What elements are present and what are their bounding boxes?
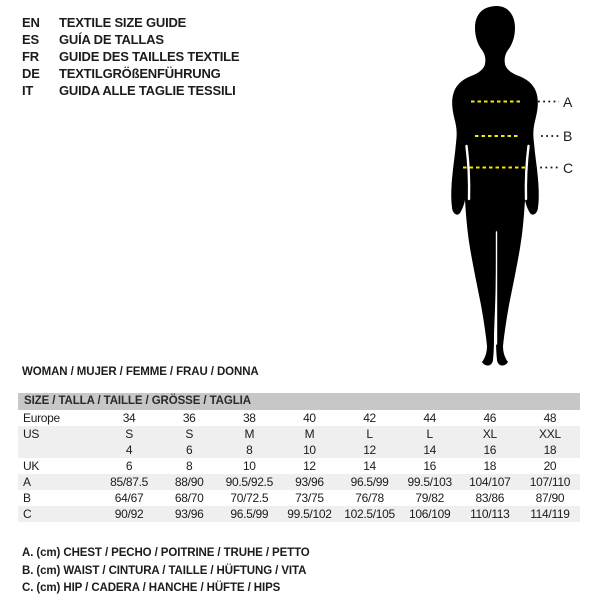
- table-cell: 99.5/102: [287, 507, 332, 521]
- table-cell: 14: [423, 443, 437, 457]
- table-cell: XXL: [539, 427, 561, 441]
- table-cell: S: [125, 427, 133, 441]
- table-row-hip-c: [18, 506, 580, 522]
- table-row-waist-b: [18, 490, 580, 506]
- section-title-woman: WOMAN / MUJER / FEMME / FRAU / DONNA: [22, 366, 259, 378]
- table-cell: XL: [482, 427, 497, 441]
- row-label: C: [23, 507, 32, 521]
- table-row-us-numeric: [18, 442, 580, 458]
- table-cell: 110/113: [470, 507, 510, 521]
- table-cell: 102.5/105: [344, 507, 395, 521]
- lang-title: TEXTILGRÖßENFÜHRUNG: [59, 66, 221, 81]
- lang-code: ES: [22, 32, 39, 47]
- table-cell: 96.5/99: [350, 475, 389, 489]
- size-table-header: SIZE / TALLA / TAILLE / GRÖSSE / TAGLIA: [18, 393, 580, 410]
- table-cell: 10: [303, 443, 316, 457]
- table-cell: 18: [483, 459, 497, 473]
- table-cell: 106/109: [409, 507, 451, 521]
- table-row-europe: [18, 410, 580, 426]
- lang-code: IT: [22, 83, 34, 98]
- table-cell: 114/119: [530, 507, 570, 521]
- table-cell: 85/87.5: [110, 475, 149, 489]
- lang-title: GUÍA DE TALLAS: [59, 32, 164, 47]
- row-label: B: [23, 491, 31, 505]
- table-cell: 12: [363, 443, 376, 457]
- lang-code: EN: [22, 15, 40, 30]
- table-cell: 79/82: [415, 491, 444, 505]
- row-label: Europe: [23, 411, 60, 425]
- table-cell: 16: [483, 443, 497, 457]
- legend-waist: B. (cm) WAIST / CINTURA / TAILLE / HÜFTUNG / VITA: [22, 564, 307, 577]
- woman-silhouette-svg: [440, 0, 600, 380]
- table-row-uk: [18, 458, 580, 474]
- table-cell: 20: [543, 459, 557, 473]
- measurement-figure: [440, 0, 600, 380]
- row-label: UK: [23, 459, 40, 473]
- table-cell: 4: [125, 443, 133, 457]
- table-cell: 6: [186, 443, 193, 457]
- table-cell: 107/110: [529, 475, 571, 489]
- row-label: A: [23, 475, 31, 489]
- table-cell: 70/72.5: [230, 491, 269, 505]
- table-cell: 10: [242, 459, 256, 473]
- table-cell: 6: [125, 459, 133, 473]
- lang-title: TEXTILE SIZE GUIDE: [59, 15, 187, 30]
- table-cell: 76/78: [355, 491, 384, 505]
- table-cell: 8: [246, 443, 253, 457]
- table-cell: 88/90: [174, 475, 204, 489]
- table-cell: L: [366, 427, 373, 441]
- lang-row-fr: [22, 48, 239, 65]
- table-cell: 12: [303, 459, 316, 473]
- table-row-chest-a: [18, 474, 580, 490]
- lang-row-en: [22, 14, 239, 31]
- size-table: [18, 393, 580, 522]
- table-cell: 68/70: [174, 491, 204, 505]
- lang-row-de: [22, 65, 239, 82]
- lang-code: FR: [22, 49, 39, 64]
- lang-title: GUIDE DES TAILLES TEXTILE: [59, 49, 240, 64]
- legend-chest: A. (cm) CHEST / PECHO / POITRINE / TRUHE / PETTO: [22, 547, 310, 559]
- table-cell: 87/90: [535, 491, 565, 505]
- table-cell: M: [244, 427, 255, 441]
- table-cell: M: [304, 427, 315, 441]
- table-cell: 44: [423, 411, 437, 425]
- table-cell: 8: [186, 459, 193, 473]
- lang-row-es: [22, 31, 239, 48]
- table-cell: 36: [182, 411, 196, 425]
- table-cell: S: [185, 427, 194, 441]
- legend-hip: C. (cm) HIP / CADERA / HANCHE / HÜFTE / HIPS: [22, 582, 281, 594]
- table-row-us-letter: [18, 426, 580, 442]
- lang-title: GUIDA ALLE TAGLIE TESSILI: [59, 83, 236, 98]
- measurement-legend: [22, 545, 310, 598]
- table-cell: 64/67: [114, 491, 144, 505]
- figure-label-a: A: [563, 94, 573, 110]
- table-cell: 16: [423, 459, 437, 473]
- figure-label-c: C: [563, 160, 574, 176]
- table-cell: 104/107: [469, 475, 511, 489]
- table-cell: 93/96: [174, 507, 204, 521]
- table-cell: 40: [303, 411, 316, 425]
- table-cell: 14: [363, 459, 376, 473]
- table-cell: 96.5/99: [230, 507, 269, 521]
- table-cell: 99.5/103: [407, 475, 452, 489]
- table-cell: 42: [363, 411, 376, 425]
- table-cell: 83/86: [475, 491, 505, 505]
- table-cell: 73/75: [295, 491, 324, 505]
- lang-code: DE: [22, 66, 40, 81]
- table-cell: 38: [242, 411, 256, 425]
- table-cell: 34: [122, 411, 136, 425]
- table-cell: 93/96: [295, 475, 324, 489]
- table-cell: 90.5/92.5: [225, 475, 273, 489]
- lang-row-it: [22, 82, 239, 99]
- table-cell: 18: [543, 443, 557, 457]
- language-title-list: [22, 14, 239, 99]
- figure-label-b: B: [563, 128, 573, 144]
- table-cell: 48: [543, 411, 557, 425]
- table-cell: 46: [483, 411, 497, 425]
- table-cell: 90/92: [114, 507, 144, 521]
- row-label: US: [23, 427, 40, 441]
- table-cell: L: [426, 427, 433, 441]
